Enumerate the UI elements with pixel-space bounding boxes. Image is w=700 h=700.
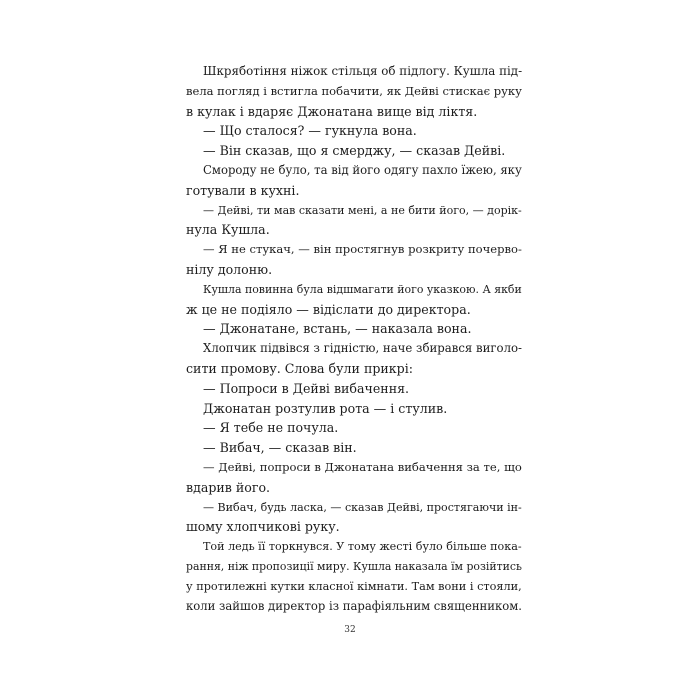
text-line: у протилежні кутки класної кімнати. Там вони і стояли, [186, 579, 522, 593]
text-line: — Що сталося? — гукнула вона. [203, 123, 417, 139]
text-line: нула Кушла. [186, 222, 270, 238]
text-line: нілу долоню. [186, 261, 273, 277]
text-line: шому хлопчикові руку. [186, 519, 340, 535]
text-line: рання, ніж пропозиції миру. Кушла наказала їм розійтись [186, 559, 522, 573]
text-line: — Він сказав, що я смерджу, — сказав Дейві. [203, 143, 506, 159]
text-line: — Я не стукач, — він простягнув розкриту почервo- [203, 242, 522, 257]
text-line: — Вибач, — сказав він. [203, 440, 357, 456]
text-line: Кушла повинна була відшмагати його указкою. А якби [203, 282, 522, 296]
text-line: Хлопчик підвівся з гідністю, наче збирався виголо- [203, 341, 523, 356]
text-line: сити промову. Слова були прикрі: [186, 360, 413, 376]
text-line: — Вибач, будь ласка, — сказав Дейві, простягаючи ін- [203, 500, 522, 514]
text-line: вдарив його. [186, 479, 271, 495]
text-line: — Джонатане, встань, — наказала вона. [203, 321, 472, 337]
text-line: — Попроси в Дейві вибачення. [203, 380, 410, 396]
text-line: — Дейві, попроси в Джонатана вибачення за те, що [203, 459, 522, 474]
text-line: вела погляд і встигла побачити, як Дейві стискає руку [186, 83, 522, 98]
text-line: коли зайшов директор із парафіяльним священником. [186, 598, 522, 613]
body-text [186, 62, 522, 616]
text-line: ж це не подіяло — відіслати до директора. [186, 301, 471, 317]
text-line: в кулак і вдаряє Джонатана вище від ліктя. [186, 103, 478, 119]
page-number: 32 [344, 625, 356, 635]
text-line: — Дейві, ти мав сказати мені, а не бити його, — дорік- [203, 203, 522, 217]
text-line: готували в кухні. [186, 182, 300, 198]
text-line: Той ледь її торкнувся. У тому жесті було більше покa- [203, 540, 522, 554]
text-line: Джонатан розтулив рота — і стулив. [203, 400, 448, 416]
text-line: — Я тебе не почула. [203, 420, 339, 436]
text-line: Смороду не було, та від його одягу пахло їжею, яку [203, 162, 522, 177]
text-line: Шкряботіння ніжок стільця об підлогу. Кушла під- [203, 64, 523, 78]
